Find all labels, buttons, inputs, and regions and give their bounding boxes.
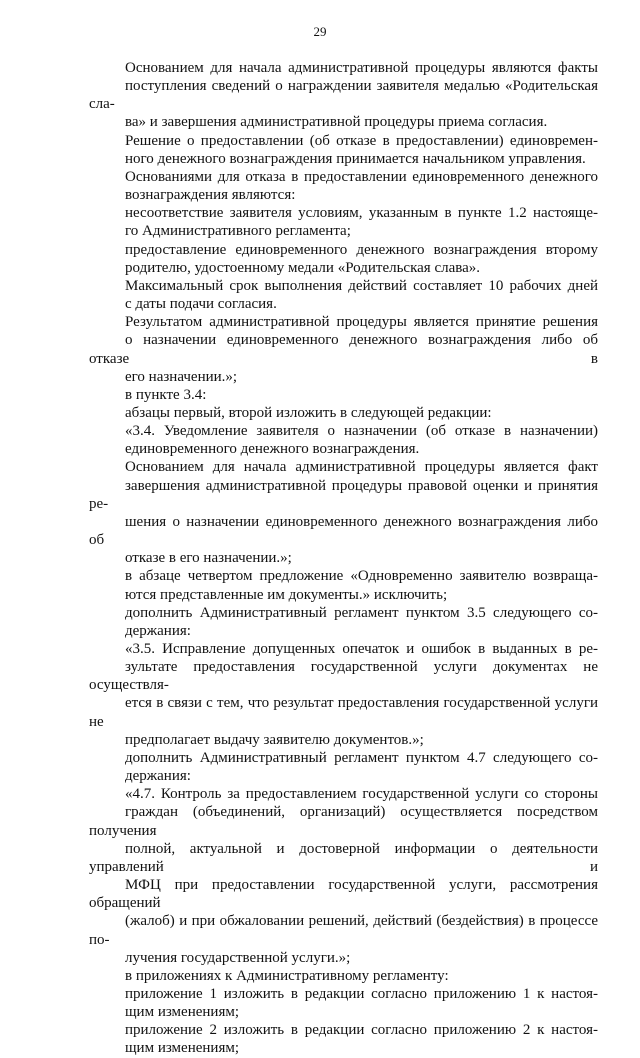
text-line: щим изменениям; (125, 1040, 240, 1057)
text-line: го Административного регламента; (125, 223, 351, 240)
text-line: его назначении.»; (125, 368, 238, 385)
paragraph (89, 168, 598, 204)
text-line: о назначении единовременного денежного вознаграждения либо об отказе в (89, 332, 598, 367)
text-line: лучения государственной услуги.»; (125, 949, 351, 966)
text-line: дополнить Административный регламент пунктом 3.5 следующего со- (125, 604, 598, 621)
paragraph (89, 132, 598, 168)
paragraph (89, 241, 598, 277)
text-line: ются представленные им документы.» исключить; (125, 586, 448, 603)
paragraph (89, 59, 598, 132)
text-line: единовременного денежного вознаграждения. (125, 441, 420, 458)
text-line: Решение о предоставлении (об отказе в предоставлении) единовремен- (125, 132, 598, 149)
text-line: поступления сведений о награждении заявителя медалью «Родительская сла- (89, 78, 598, 113)
text-line: вознаграждения являются: (125, 187, 296, 204)
paragraph (89, 277, 598, 313)
paragraph (89, 458, 598, 567)
text-line: держания: (125, 768, 191, 785)
text-line: «4.7. Контроль за предоставлением государственной услуги со стороны (125, 786, 598, 803)
text-line: МФЦ при предоставлении государственной услуги, рассмотрения обращений (89, 877, 598, 912)
paragraph (89, 386, 598, 404)
text-line: Максимальный срок выполнения действий составляет 10 рабочих дней (125, 277, 598, 294)
text-line: отказе в его назначении.»; (125, 550, 292, 567)
text-line: дополнить Административный регламент пунктом 4.7 следующего со- (125, 749, 598, 766)
paragraph (89, 422, 598, 458)
text-line: абзацы первый, второй изложить в следующей редакции: (125, 404, 492, 421)
paragraph (89, 985, 598, 1021)
text-line: завершения административной процедуры правовой оценки и принятия ре- (89, 477, 598, 512)
text-line: родителю, удостоенному медали «Родительская слава». (125, 259, 481, 276)
paragraph (89, 567, 598, 603)
text-line: шения о назначении единовременного денежного вознаграждения либо об (89, 513, 598, 549)
text-line: ется в связи с тем, что результат предоставления государственной услуги не (89, 695, 598, 730)
text-line: приложение 1 изложить в редакции согласно приложению 1 к настоя- (125, 985, 598, 1002)
text-line: в абзаце четвертом предложение «Одновременно заявителю возвраща- (125, 568, 598, 585)
text-line: «3.5. Исправление допущенных опечаток и ошибок в выданных в ре- (125, 641, 598, 657)
text-line: полной, актуальной и достоверной информации о деятельности управлений и (89, 840, 598, 875)
text-line: Основаниями для отказа в предоставлении единовременного денежного (125, 168, 598, 185)
page-number: 29 (313, 24, 327, 39)
text-line: несоответствие заявителя условиям, указанным в пункте 1.2 настояще- (125, 205, 598, 222)
text-line: предоставление единовременного денежного вознаграждения второму (125, 241, 598, 258)
text-line: «3.4. Уведомление заявителя о назначении (об отказе в назначении) (125, 423, 598, 440)
text-line: в пункте 3.4: (125, 386, 207, 403)
text-line: граждан (объединений, организаций) осуществляется посредством получения (89, 804, 598, 839)
text-line: Результатом административной процедуры является принятие решения (125, 314, 598, 331)
paragraph (89, 204, 598, 240)
text-line: держания: (125, 622, 191, 639)
text-line: предполагает выдачу заявителю документов.»; (125, 731, 424, 748)
text-line: Основанием для начала административной процедуры является факт (125, 459, 598, 476)
text-line: ва» и завершения административной процедуры приема согласия. (125, 114, 548, 131)
text-line: (жалоб) и при обжаловании решений, действий (бездействия) в процессе по- (89, 913, 598, 948)
text-line: щим изменениям; (125, 1004, 240, 1021)
paragraph (89, 313, 598, 386)
paragraph (89, 749, 598, 785)
paragraph (89, 1021, 598, 1057)
text-line: приложение 2 изложить в редакции согласно приложению 2 к настоя- (125, 1022, 598, 1039)
text-line: зультате предоставления государственной услуги документах не осуществля- (89, 659, 598, 694)
paragraph (89, 640, 598, 749)
paragraph (89, 404, 598, 422)
paragraph (89, 967, 598, 985)
paragraph (89, 785, 598, 967)
paragraph (89, 604, 598, 640)
text-line: с даты подачи согласия. (125, 296, 277, 313)
text-line: ного денежного вознаграждения принимается начальником управления. (125, 150, 586, 167)
text-line: Основанием для начала административной процедуры являются факты (125, 60, 598, 76)
text-line: в приложениях к Административному регламенту: (125, 967, 449, 984)
document-body (89, 59, 598, 1058)
